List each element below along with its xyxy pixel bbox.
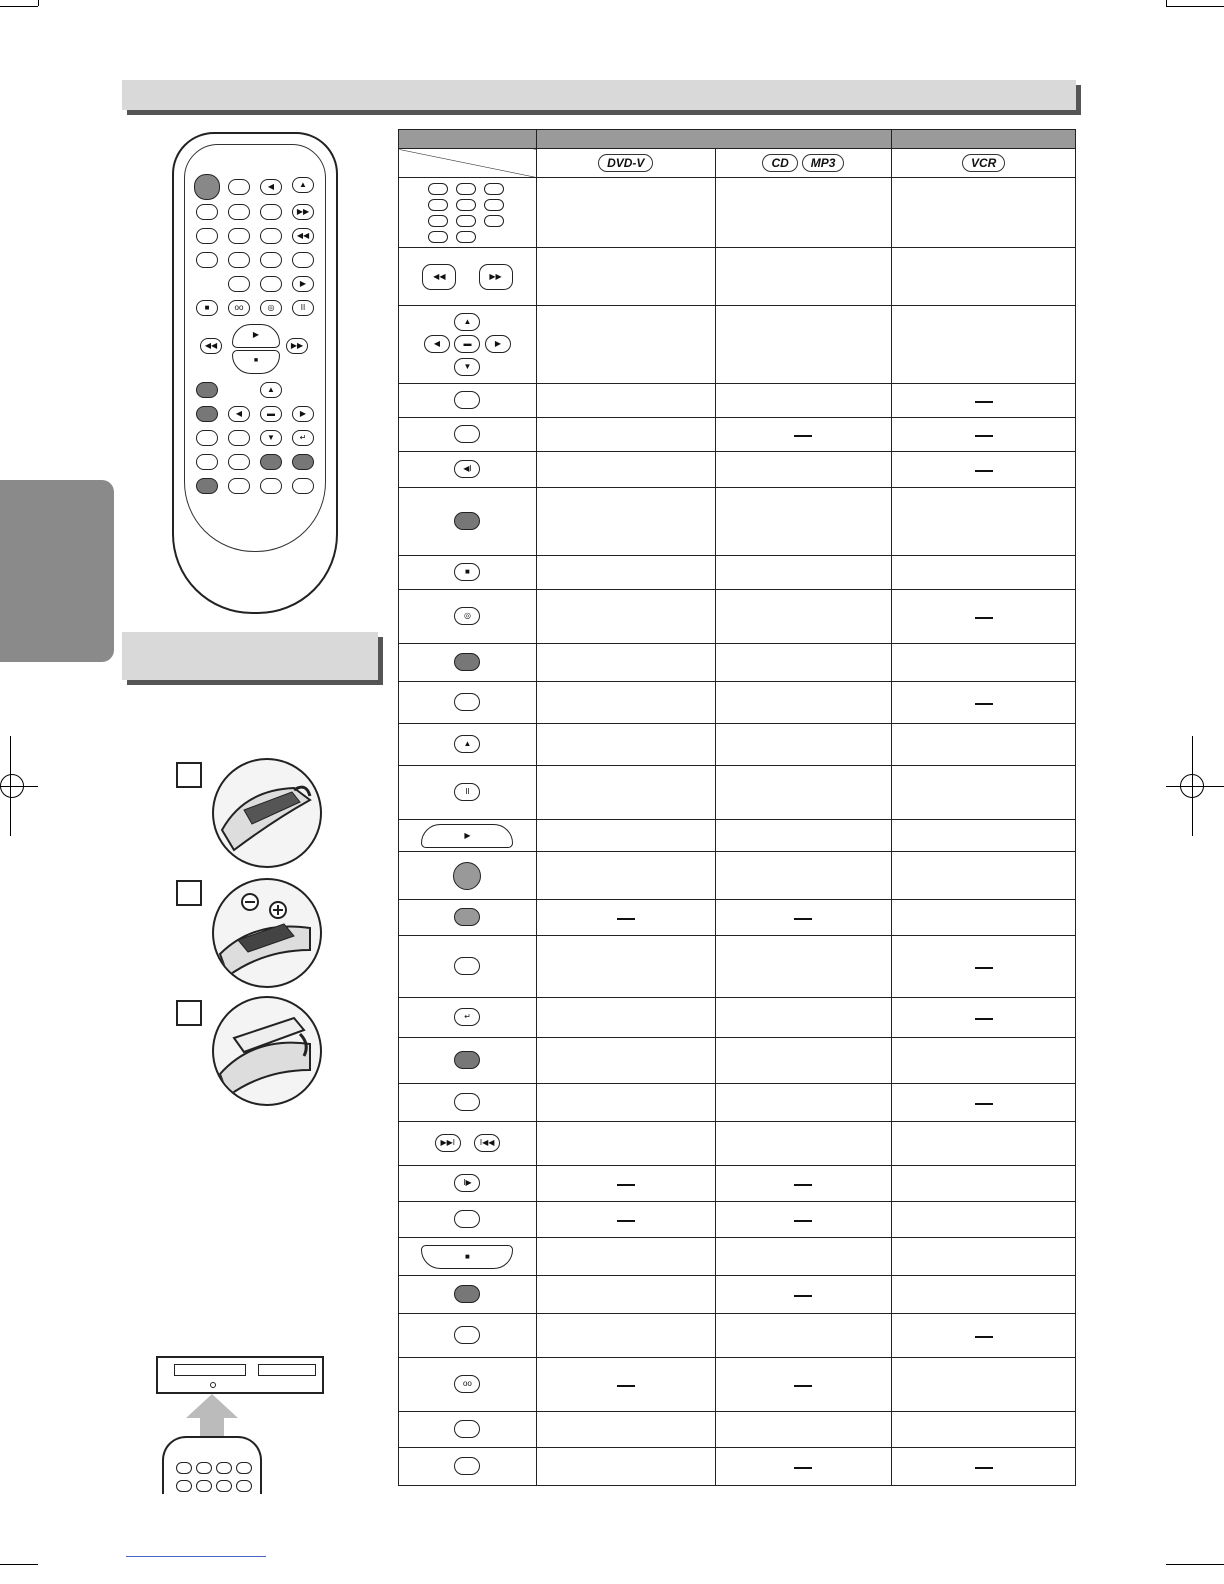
vcr-cell: [892, 488, 1076, 556]
table-row: [399, 936, 1076, 998]
remote-button-icon: [196, 382, 218, 398]
dvd-cell: [536, 1038, 715, 1084]
dvd-cell: [536, 1084, 715, 1122]
dark-button-icon: [399, 1276, 537, 1314]
table-row: [399, 306, 1076, 384]
vcr-cell: [892, 1166, 1076, 1202]
pause-button-icon: II: [399, 766, 537, 820]
crop-mark: [38, 0, 39, 6]
step-1-box: [176, 762, 202, 788]
table-row: [399, 556, 1076, 590]
vcr-cell: [892, 178, 1076, 248]
enter-button-icon: ▬: [260, 406, 282, 422]
cd-cell: [715, 384, 892, 418]
dvd-cell: [536, 1314, 715, 1358]
step-3-box: [176, 1000, 202, 1026]
fast-forward-button-icon: ▶▶: [286, 338, 308, 354]
rewind-ff-buttons-icon: ◀◀ ▶▶: [399, 248, 537, 306]
dvd-cell: [536, 178, 715, 248]
number-button-icon: [228, 276, 250, 292]
not-applicable-dash: [794, 1220, 812, 1222]
number-buttons-icon: [399, 178, 537, 248]
battery-cover-close-illustration: [212, 996, 322, 1106]
table-row: [399, 418, 1076, 452]
table-row: [399, 590, 1076, 644]
play-button-icon: ▶: [232, 324, 280, 348]
remote-button-icon: [260, 478, 282, 494]
battery-cover-open-illustration: [212, 758, 322, 868]
cursor-down-button-icon: ▼: [260, 430, 282, 446]
dvd-cell: [536, 418, 715, 452]
cursor-right-button-icon: ▶: [292, 406, 314, 422]
table-row: [399, 384, 1076, 418]
not-applicable-dash: [617, 1220, 635, 1222]
vcr-cell: [892, 1276, 1076, 1314]
cd-cell: [715, 998, 892, 1038]
vcr-cell: [892, 852, 1076, 900]
crop-mark: [0, 6, 38, 7]
not-applicable-dash: [617, 918, 635, 920]
button-icon: [399, 682, 537, 724]
dvd-v-logo: DVD-V: [598, 154, 653, 172]
table-row: [399, 1276, 1076, 1314]
table-row: [399, 1412, 1076, 1448]
not-applicable-dash: [617, 1184, 635, 1186]
cd-cell: [715, 1084, 892, 1122]
dark-button-icon: [399, 488, 537, 556]
crop-mark: [0, 1564, 38, 1565]
diagonal-cell: [399, 149, 537, 178]
not-applicable-dash: [975, 617, 993, 619]
vcr-cell: [892, 384, 1076, 418]
number-button-icon: [260, 204, 282, 220]
cd-cell: [715, 1276, 892, 1314]
cursor-buttons-icon: ▲ ◀ ▬ ▶ ▼: [399, 306, 537, 384]
battery-cover-open-icon: [214, 760, 320, 866]
cd-logo: CD: [762, 154, 797, 172]
eject-button-icon: ▲: [399, 724, 537, 766]
not-applicable-dash: [794, 918, 812, 920]
remote-button-icon: [292, 478, 314, 494]
page-title-bar: [122, 80, 1076, 110]
dvd-cell: [536, 556, 715, 590]
dvd-cell: [536, 306, 715, 384]
cd-cell: [715, 682, 892, 724]
button-function-table: [398, 129, 1076, 1486]
cd-cell: [715, 556, 892, 590]
crop-mark: [1166, 6, 1224, 7]
remote-control-illustration: [172, 132, 338, 614]
remote-button-icon: [196, 1462, 212, 1474]
table-row: [399, 852, 1076, 900]
dvd-cell: [536, 682, 715, 724]
table-row: [399, 724, 1076, 766]
table-row: [399, 1448, 1076, 1486]
eject-button-icon: ▲: [292, 177, 314, 193]
cd-cell: [715, 1358, 892, 1412]
crop-mark: [1166, 0, 1167, 6]
vcr-cell: [892, 724, 1076, 766]
dvd-tray: [258, 1364, 316, 1376]
vcr-cell: [892, 682, 1076, 724]
battery-insert-icon: [214, 880, 320, 986]
remote-button-icon: [228, 454, 250, 470]
table-row: [399, 1166, 1076, 1202]
slow-button-icon: ▶: [292, 276, 314, 292]
remote-button-icon: [196, 478, 218, 494]
vcr-cell: [892, 644, 1076, 682]
crop-mark: [1166, 1564, 1224, 1565]
dark-button-icon: [399, 1038, 537, 1084]
vcr-cell: [892, 418, 1076, 452]
skip-buttons-icon: ▶▶I I◀◀: [399, 1122, 537, 1166]
button-icon: [399, 1084, 537, 1122]
table-row: [399, 644, 1076, 682]
dvd-cell: [536, 1358, 715, 1412]
number-button-icon: [260, 276, 282, 292]
not-applicable-dash: [794, 435, 812, 437]
footer-rule: [126, 1556, 266, 1557]
vcr-cell: [892, 936, 1076, 998]
vcr-cell: [892, 556, 1076, 590]
vcr-cell: [892, 1358, 1076, 1412]
cd-cell: [715, 178, 892, 248]
table-row: [399, 1358, 1076, 1412]
button-icon: [399, 1202, 537, 1238]
vcr-cell: [892, 1038, 1076, 1084]
number-button-icon: [196, 204, 218, 220]
cd-cell: [715, 936, 892, 998]
table-row: [399, 998, 1076, 1038]
table-row: [399, 820, 1076, 852]
table-header-row: [399, 130, 1076, 149]
not-applicable-dash: [794, 1295, 812, 1297]
remote-button-icon: [176, 1462, 192, 1474]
dvd-cell: [536, 936, 715, 998]
table-row: [399, 900, 1076, 936]
vcr-cell: [892, 1202, 1076, 1238]
not-applicable-dash: [975, 1467, 993, 1469]
dvd-cell: [536, 488, 715, 556]
remote-button-icon: [216, 1462, 232, 1474]
dvd-cell: [536, 766, 715, 820]
skip-back-button-icon: ◀◀: [292, 228, 314, 244]
dark-button-icon: [399, 644, 537, 682]
remote-button-icon: [176, 1480, 192, 1492]
dvd-cell: [536, 248, 715, 306]
battery-cover-close-icon: [214, 998, 320, 1104]
not-applicable-dash: [794, 1385, 812, 1387]
vcr-button-icon: oo: [228, 300, 250, 316]
stop-button-icon: ■: [399, 556, 537, 590]
dvd-cell: [536, 1412, 715, 1448]
remote-button-icon: [292, 252, 314, 268]
power-button-icon: [399, 852, 537, 900]
cd-cell: [715, 1202, 892, 1238]
not-applicable-dash: [975, 967, 993, 969]
not-applicable-dash: [794, 1184, 812, 1186]
vcr-logo: VCR: [962, 154, 1005, 172]
header-button: [399, 130, 537, 149]
cd-cell: [715, 724, 892, 766]
step-2-box: [176, 880, 202, 906]
registration-mark: [0, 774, 24, 798]
up-arrow-icon: [184, 1392, 240, 1436]
number-button-icon: [260, 228, 282, 244]
number-button-icon: [260, 252, 282, 268]
not-applicable-dash: [975, 401, 993, 403]
table-row: [399, 488, 1076, 556]
not-applicable-dash: [975, 703, 993, 705]
vcr-cell: [892, 1238, 1076, 1276]
slow-button-icon: I▶: [399, 1166, 537, 1202]
table-row: [399, 1122, 1076, 1166]
dvd-cell: [536, 998, 715, 1038]
remote-sensor: [210, 1382, 216, 1388]
vcr-cell: [892, 1084, 1076, 1122]
power-button-icon: [194, 174, 220, 200]
header-disc: [536, 130, 891, 149]
number-button-icon: [228, 204, 250, 220]
table-row: [399, 1314, 1076, 1358]
dvd-cell: [536, 452, 715, 488]
remote-button-icon: [216, 1480, 232, 1492]
dvd-cell: [536, 644, 715, 682]
section-side-tab: [0, 480, 114, 662]
dvd-button-icon: ◎: [260, 300, 282, 316]
dvd-cell: [536, 900, 715, 936]
mp3-logo: MP3: [802, 154, 845, 172]
vcr-cell: [892, 766, 1076, 820]
dvd-cell: [536, 1122, 715, 1166]
dvd-cell: [536, 820, 715, 852]
not-applicable-dash: [975, 1018, 993, 1020]
not-applicable-dash: [975, 435, 993, 437]
table-row: [399, 1202, 1076, 1238]
cd-mp3-logo-cell: [715, 149, 892, 178]
vcr-cell: [892, 1448, 1076, 1486]
audio-button-icon: ◀I: [399, 452, 537, 488]
table-row: [399, 248, 1076, 306]
table-row: [399, 1084, 1076, 1122]
remote-button-icon: [236, 1480, 252, 1492]
dvd-button-icon: ◎: [399, 590, 537, 644]
cd-cell: [715, 644, 892, 682]
stop-arrow-button-icon: ■: [399, 1238, 537, 1276]
cd-cell: [715, 418, 892, 452]
vcr-cell: [892, 1122, 1076, 1166]
dvd-cell: [536, 1238, 715, 1276]
vcr-logo-cell: [892, 149, 1076, 178]
number-button-icon: [228, 252, 250, 268]
remote-button-icon: [228, 179, 250, 195]
cd-cell: [715, 900, 892, 936]
button-icon: [399, 384, 537, 418]
skip-forward-button-icon: ▶▶: [292, 204, 314, 220]
button-icon: [399, 1412, 537, 1448]
cd-cell: [715, 1314, 892, 1358]
vcr-cell: [892, 248, 1076, 306]
vcr-cell: [892, 1412, 1076, 1448]
stop-arrow-button-icon: ■: [232, 350, 280, 374]
dvd-logo-cell: [536, 149, 715, 178]
not-applicable-dash: [975, 1103, 993, 1105]
cd-cell: [715, 1238, 892, 1276]
remote-button-icon: [260, 454, 282, 470]
cd-cell: [715, 820, 892, 852]
vcr-cell: [892, 900, 1076, 936]
battery-section-header: [122, 632, 378, 680]
cd-cell: [715, 766, 892, 820]
dvd-cell: [536, 1276, 715, 1314]
dvd-cell: [536, 1448, 715, 1486]
dvd-cell: [536, 590, 715, 644]
media-logo-row: [399, 149, 1076, 178]
return-button-icon: ↵: [399, 998, 537, 1038]
cd-cell: [715, 306, 892, 384]
dvd-cell: [536, 384, 715, 418]
remote-button-icon: [228, 478, 250, 494]
button-icon: [399, 936, 537, 998]
gray-button-icon: [399, 900, 537, 936]
dvd-cell: [536, 1202, 715, 1238]
remote-button-icon: [196, 454, 218, 470]
table-row: [399, 1038, 1076, 1084]
registration-mark: [1180, 774, 1204, 798]
header-vcr: [892, 130, 1076, 149]
button-icon: [399, 1448, 537, 1486]
table-row: [399, 178, 1076, 248]
cd-cell: [715, 852, 892, 900]
vcr-button-icon: oo: [399, 1358, 537, 1412]
table-row: [399, 682, 1076, 724]
remote-tip-illustration: [162, 1436, 262, 1494]
vcr-front-panel-illustration: [156, 1356, 324, 1394]
remote-button-icon: [196, 1480, 212, 1492]
stop-button-icon: ■: [196, 300, 218, 316]
vcr-cell: [892, 1314, 1076, 1358]
remote-button-icon: [196, 430, 218, 446]
dvd-cell: [536, 852, 715, 900]
remote-button-icon: [228, 430, 250, 446]
rewind-button-icon: ◀◀: [200, 338, 222, 354]
remote-button-icon: [236, 1462, 252, 1474]
vcr-cell: [892, 998, 1076, 1038]
not-applicable-dash: [975, 1336, 993, 1338]
vcr-cell: [892, 452, 1076, 488]
cd-cell: [715, 1412, 892, 1448]
play-button-icon: ▶: [399, 820, 537, 852]
cd-cell: [715, 452, 892, 488]
pause-button-icon: II: [292, 300, 314, 316]
remote-button-icon: [292, 454, 314, 470]
return-button-icon: ↵: [292, 430, 314, 446]
table-row: [399, 766, 1076, 820]
audio-button-icon: ◀: [260, 179, 282, 195]
table-row: [399, 1238, 1076, 1276]
cursor-up-button-icon: ▲: [260, 382, 282, 398]
button-icon: [399, 1314, 537, 1358]
button-icon: [399, 418, 537, 452]
vcr-cell: [892, 820, 1076, 852]
dvd-cell: [536, 724, 715, 766]
table-row: [399, 452, 1076, 488]
cd-cell: [715, 1166, 892, 1202]
cd-cell: [715, 488, 892, 556]
not-applicable-dash: [975, 470, 993, 472]
number-button-icon: [228, 228, 250, 244]
vcr-cell: [892, 590, 1076, 644]
not-applicable-dash: [617, 1385, 635, 1387]
cd-cell: [715, 1448, 892, 1486]
number-button-icon: [196, 228, 218, 244]
dvd-cell: [536, 1166, 715, 1202]
vcr-cell: [892, 306, 1076, 384]
cursor-left-button-icon: ◀: [228, 406, 250, 422]
cassette-slot: [174, 1364, 246, 1376]
cd-cell: [715, 1038, 892, 1084]
cd-cell: [715, 590, 892, 644]
cd-cell: [715, 248, 892, 306]
cd-cell: [715, 1122, 892, 1166]
number-button-icon: [196, 252, 218, 268]
not-applicable-dash: [794, 1467, 812, 1469]
battery-insert-illustration: [212, 878, 322, 988]
remote-button-icon: [196, 406, 218, 422]
